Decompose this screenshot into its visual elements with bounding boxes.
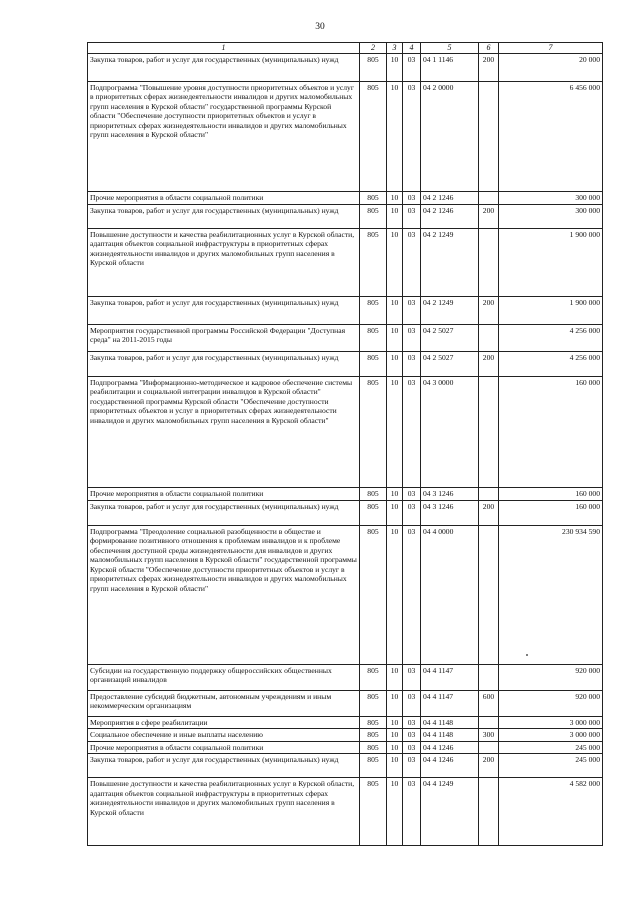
ministry-code-cell: 805 [360,729,387,741]
ministry-code-cell: 805 [360,54,387,82]
section-code-cell: 10 [387,229,403,297]
expense-type-cell: 200 [479,352,499,377]
expense-type-cell [479,377,499,488]
subsection-code-cell: 03 [403,665,421,691]
ministry-code-cell: 805 [360,192,387,205]
expense-type-cell: 300 [479,729,499,741]
subsection-code-cell: 03 [403,54,421,82]
amount-cell: 3 000 000 [499,717,603,729]
row-name-cell: Закупка товаров, работ и услуг для государственных (муниципальных) нужд [88,54,360,82]
row-name-cell: Подпрограмма "Повышение уровня доступности приоритетных объектов и услуг в приоритетных сферах жизнедеятельности инвалидов и других маломобильных групп населения в Курской области" государственной программы Курской области "Обеспечение доступности приоритетных объектов и услуг в приоритетных сферах жизнедеятельности инвалидов и других маломобильных групп населения в Курской области" [88,82,360,192]
ministry-code-cell: 805 [360,377,387,488]
ministry-code-cell: 805 [360,488,387,501]
section-code-cell: 10 [387,297,403,325]
row-name-cell: Повышение доступности и качества реабилитационных услуг в Курской области, адаптация объектов социальной инфраструктуры в приоритетных сферах жизнедеятельности инвалидов и других маломобильных групп населения в Курской области [88,229,360,297]
subsection-code-cell: 03 [403,526,421,665]
amount-cell: 4 256 000 [499,325,603,352]
ministry-code-cell: 805 [360,665,387,691]
expense-type-cell: 200 [479,205,499,229]
amount-cell: 20 000 [499,54,603,82]
amount-cell: 6 456 000 [499,82,603,192]
ministry-code-cell: 805 [360,325,387,352]
expense-type-cell [479,778,499,846]
table-row [88,526,603,665]
subsection-code-cell: 03 [403,205,421,229]
header-cell-ministry: 2 [360,43,387,54]
section-code-cell: 10 [387,352,403,377]
target-article-cell: 04 2 1249 [421,229,479,297]
section-code-cell: 10 [387,717,403,729]
section-code-cell: 10 [387,82,403,192]
subsection-code-cell: 03 [403,754,421,778]
row-name-cell: Закупка товаров, работ и услуг для государственных (муниципальных) нужд [88,352,360,377]
expense-type-cell: 200 [479,754,499,778]
amount-cell: 3 000 000 [499,729,603,741]
expense-type-cell: 600 [479,691,499,717]
target-article-cell: 04 4 1246 [421,754,479,778]
subsection-code-cell: 03 [403,229,421,297]
ministry-code-cell: 805 [360,297,387,325]
row-name-cell: Мероприятия в сфере реабилитации [88,717,360,729]
section-code-cell: 10 [387,325,403,352]
expense-type-cell [479,665,499,691]
header-cell-expense-type: 6 [479,43,499,54]
ministry-code-cell: 805 [360,352,387,377]
subsection-code-cell: 03 [403,82,421,192]
amount-cell: 245 000 [499,754,603,778]
amount-cell: 300 000 [499,205,603,229]
section-code-cell: 10 [387,729,403,741]
subsection-code-cell: 03 [403,377,421,488]
section-code-cell: 10 [387,501,403,526]
target-article-cell: 04 4 1147 [421,665,479,691]
ministry-code-cell: 805 [360,205,387,229]
subsection-code-cell: 03 [403,778,421,846]
row-name-cell: Закупка товаров, работ и услуг для государственных (муниципальных) нужд [88,205,360,229]
section-code-cell: 10 [387,526,403,665]
budget-table [87,42,603,846]
header-row [88,43,603,54]
expense-type-cell: 200 [479,501,499,526]
section-code-cell: 10 [387,205,403,229]
table-row [88,741,603,753]
subsection-code-cell: 03 [403,501,421,526]
target-article-cell: 04 4 1249 [421,778,479,846]
target-article-cell: 04 4 1147 [421,691,479,717]
amount-cell: 245 000 [499,741,603,753]
row-name-cell: Мероприятия государственной программы Российской Федерации "Доступная среда" на 2011-2015 годы [88,325,360,352]
target-article-cell: 04 2 1246 [421,192,479,205]
amount-cell: 160 000 [499,501,603,526]
expense-type-cell [479,229,499,297]
ministry-code-cell: 805 [360,778,387,846]
expense-type-cell [479,488,499,501]
target-article-cell: 04 4 0000 [421,526,479,665]
target-article-cell: 04 4 1246 [421,741,479,753]
row-name-cell: Повышение доступности и качества реабилитационных услуг в Курской области, адаптация объектов социальной инфраструктуры в приоритетных сферах жизнедеятельности инвалидов и других маломобильных групп населения в Курской области [88,778,360,846]
target-article-cell: 04 2 0000 [421,82,479,192]
table-row [88,691,603,717]
amount-cell: 160 000 [499,488,603,501]
expense-type-cell [479,526,499,665]
section-code-cell: 10 [387,54,403,82]
amount-cell: 1 900 000 [499,297,603,325]
table-row [88,488,603,501]
amount-cell: 4 582 000 [499,778,603,846]
section-code-cell: 10 [387,377,403,488]
expense-type-cell: 200 [479,54,499,82]
section-code-cell: 10 [387,778,403,846]
amount-cell: 4 256 000 [499,352,603,377]
row-name-cell: Закупка товаров, работ и услуг для государственных (муниципальных) нужд [88,754,360,778]
ministry-code-cell: 805 [360,741,387,753]
row-name-cell: Прочие мероприятия в области социальной политики [88,192,360,205]
subsection-code-cell: 03 [403,729,421,741]
table-row [88,778,603,846]
subsection-code-cell: 03 [403,325,421,352]
table-row [88,54,603,82]
amount-cell: 920 000 [499,691,603,717]
expense-type-cell [479,192,499,205]
table-row [88,754,603,778]
ministry-code-cell: 805 [360,754,387,778]
target-article-cell: 04 4 1148 [421,729,479,741]
ministry-code-cell: 805 [360,526,387,665]
amount-cell: 300 000 [499,192,603,205]
row-name-cell: Предоставление субсидий бюджетным, автономным учреждениям и иным некоммерческим организациям [88,691,360,717]
section-code-cell: 10 [387,741,403,753]
header-cell-subsection: 4 [403,43,421,54]
ministry-code-cell: 805 [360,82,387,192]
header-cell-name: 1 [88,43,360,54]
ministry-code-cell: 805 [360,501,387,526]
target-article-cell: 04 1 1146 [421,54,479,82]
target-article-cell: 04 3 0000 [421,377,479,488]
table-row [88,729,603,741]
table-row [88,205,603,229]
row-name-cell: Социальное обеспечение и иные выплаты населению [88,729,360,741]
subsection-code-cell: 03 [403,192,421,205]
ministry-code-cell: 805 [360,691,387,717]
amount-cell: 1 900 000 [499,229,603,297]
header-cell-amount: 7 [499,43,603,54]
amount-cell: 160 000 [499,377,603,488]
section-code-cell: 10 [387,691,403,717]
scan-speck [526,654,528,656]
subsection-code-cell: 03 [403,741,421,753]
header-cell-section: 3 [387,43,403,54]
page-number: 30 [315,22,325,32]
section-code-cell: 10 [387,754,403,778]
row-name-cell: Прочие мероприятия в области социальной политики [88,741,360,753]
table-row [88,82,603,192]
row-name-cell: Прочие мероприятия в области социальной политики [88,488,360,501]
section-code-cell: 10 [387,665,403,691]
target-article-cell: 04 2 5027 [421,325,479,352]
subsection-code-cell: 03 [403,297,421,325]
table-row [88,352,603,377]
subsection-code-cell: 03 [403,691,421,717]
section-code-cell: 10 [387,192,403,205]
expense-type-cell [479,82,499,192]
amount-cell: 920 000 [499,665,603,691]
expense-type-cell [479,717,499,729]
table-row [88,717,603,729]
target-article-cell: 04 3 1246 [421,488,479,501]
subsection-code-cell: 03 [403,488,421,501]
expense-type-cell: 200 [479,297,499,325]
table-row [88,297,603,325]
target-article-cell: 04 3 1246 [421,501,479,526]
row-name-cell: Закупка товаров, работ и услуг для государственных (муниципальных) нужд [88,501,360,526]
expense-type-cell [479,325,499,352]
target-article-cell: 04 2 1246 [421,205,479,229]
table-row [88,665,603,691]
target-article-cell: 04 2 1249 [421,297,479,325]
table-row [88,501,603,526]
row-name-cell: Субсидии на государственную поддержку общероссийских общественных организаций инвалидов [88,665,360,691]
row-name-cell: Подпрограмма "Информационно-методическое и кадровое обеспечение системы реабилитации и социальной интеграции инвалидов в Курской области" государственной программы Курской области "Обеспечение доступности приоритетных объектов и услуг в приоритетных сферах жизнедеятельности инвалидов и других маломобильных групп населения в Курской области" [88,377,360,488]
table-row [88,192,603,205]
ministry-code-cell: 805 [360,229,387,297]
section-code-cell: 10 [387,488,403,501]
amount-cell: 230 934 590 [499,526,603,665]
header-cell-target: 5 [421,43,479,54]
table-row [88,377,603,488]
expense-type-cell [479,741,499,753]
target-article-cell: 04 2 5027 [421,352,479,377]
row-name-cell: Подпрограмма "Преодоление социальной разобщенности в обществе и формирование позитивного отношения к проблемам инвалидов и к проблеме обеспечения доступной среды жизнедеятельности для инвалидов и других маломобильных групп населения в Курской области" государственной программы Курской области "Обеспечение доступности приоритетных объектов и услуг в приоритетных сферах жизнедеятельности инвалидов и других маломобильных групп населения в Курской области" [88,526,360,665]
table-row [88,229,603,297]
subsection-code-cell: 03 [403,352,421,377]
table-row [88,325,603,352]
ministry-code-cell: 805 [360,717,387,729]
row-name-cell: Закупка товаров, работ и услуг для государственных (муниципальных) нужд [88,297,360,325]
subsection-code-cell: 03 [403,717,421,729]
target-article-cell: 04 4 1148 [421,717,479,729]
